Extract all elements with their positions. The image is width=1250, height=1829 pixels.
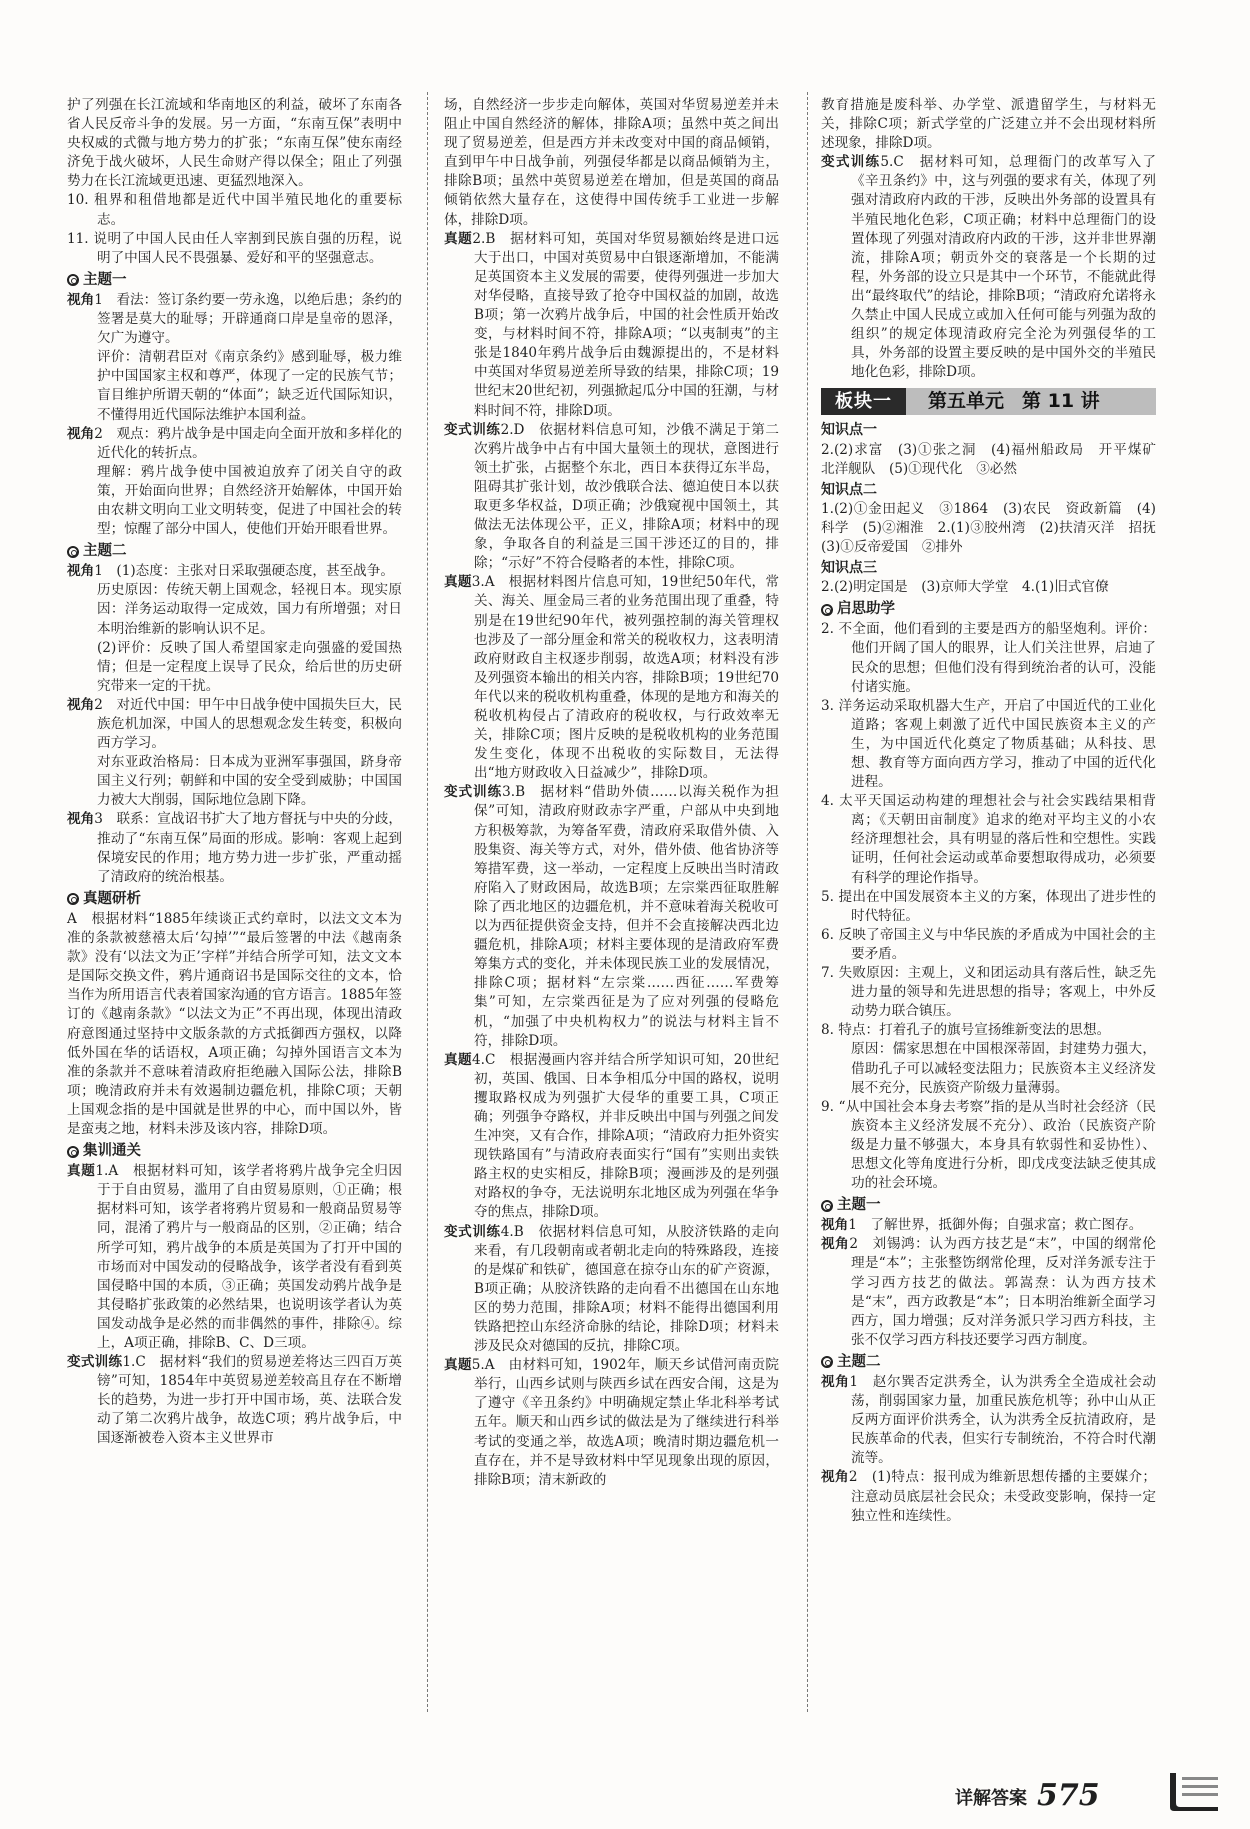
- section-heading-text: 真题研析: [83, 890, 141, 907]
- text-paragraph: 理解：鸦片战争使中国被迫放弃了闭关自守的政策，开始面向世界；自然经济开始解体，中国开始由农耕文明向工业文明转变，促进了中国社会的转型；惊醒了部分中国人，使他们开始开眼看世界。: [97, 463, 402, 538]
- text-paragraph: (2)评价：反映了国人希望国家走向强盛的爱国热情；但是一定程度上误导了民众，给后世的历史研究带来一定的干扰。: [97, 639, 402, 694]
- text-paragraph: 10. 租界和租借地都是近代中国半殖民地化的重要标志。: [67, 192, 402, 228]
- text-paragraph: A 根据材料“1885年续谈正式约章时，以法文文本为准的条款被慈禧太后‘勾掉’”“最后签署的中法《越南条款》没有‘以法文为正’字样”并结合所学可知，法文文本是国际交换文件，鸦片通商诏书是国际交往的文本，恰当作为所用语言代表着国家沟通的官方语言。1885年签订的《越南条款》“以法文为正”不再出现，体现出清政府意图通过坚持中文版条款的方式抵御西方强权，以降低外国在华的话语权，A项正确；勾掉外国语言文本为准的条款并不意味着清政府拒绝融入国际公法，排除B项；晚清政府并未有效遏制边疆危机，排除C项；天朝上国观念指的是中国就是世界的中心，而中国以外，皆是蛮夷之地，材料未涉及该内容，排除D项。: [67, 910, 402, 1137]
- answer-text: 1.C 据材料“我们的贸易逆差将达三四百万英镑”可知，1854年中英贸易逆差较高且存在不断增长的趋势，为进一步打开中国市场，英、法联合发动了第二次鸦片战争，故选C项；鸦片战争后，中国逐渐被卷入资本主义世界市: [97, 1354, 402, 1447]
- banner-lesson: 第 11 讲: [1022, 390, 1100, 413]
- page-number: 575: [1037, 1778, 1100, 1813]
- answer-label: 变式训练: [444, 421, 501, 438]
- text-paragraph: 历史原因：传统天朝上国观念，轻视日本。现实原因：洋务运动取得一定成效，国力有所增强；对日本明治维新的影响认识不足。: [97, 582, 402, 637]
- answer-text: 1 (1)态度：主张对日采取强硬态度，甚至战争。: [94, 563, 394, 580]
- answer-paragraph: [67, 1353, 402, 1448]
- answer-paragraph: [444, 573, 779, 783]
- answer-label: 变式训练: [821, 154, 881, 171]
- answer-text: 2 对近代中国：甲午中日战争使中国损失巨大，民族危机加深，中国人的思想观念发生转变，积极向西方学习。: [94, 696, 402, 752]
- answer-paragraph: [821, 153, 1156, 382]
- column-divider: [807, 92, 808, 1712]
- answer-label: 视角: [821, 1217, 849, 1234]
- answer-text: 2 刘锡鸿：认为西方技艺是“末”，中国的纲常伦理是“本”；主张整饬纲常伦理，反对洋务派专注于学习西方技艺的做法。郭嵩焘：认为西方技术是“末”，西方政教是“本”；日本明治维新全面学习西方，国力增强；反对洋务派只学习西方科技，主张不仅学习西方科技还要学习西方制度。: [849, 1236, 1157, 1348]
- answer-label: 真题: [444, 230, 473, 247]
- banner-section: 板块一: [821, 388, 906, 415]
- banner-title: [906, 388, 1156, 415]
- answer-text: 1.A 根据材料可知，该学者将鸦片战争完全归因于于自由贸易，滥用了自由贸易原则，①正确；根据材料可知，该学者将鸦片贸易和一般商品贸易等同，混淆了鸦片与一般商品的区别，②正确；结合所学可知，鸦片战争的本质是英国为了打开中国的市场而对中国发动的侵略战争，该学者没有看到英国侵略中国的本质，③正确；英国发动鸦片战争是其侵略扩张政策的必然结果，也说明该学者认为英国发动战争是必然的而非偶然的事件，排除④。综上，A项正确，排除B、C、D三项。: [95, 1163, 402, 1351]
- knowledge-point-heading: 知识点二: [821, 481, 877, 498]
- section-heading-text: 主题二: [837, 1353, 881, 1370]
- page-footer: [955, 1778, 1100, 1813]
- answer-text: 2.B 据材料可知，英国对华贸易额始终是进口远大于出口，中国对英贸易中白银逐渐增加，不能满足英国资本主义发展的需要，使得列强进一步加大对华侵略，直接导致了抢夺中国权益的加剧，故选B项；第一次鸦片战争后，中国的社会性质开始改变，与材料时间不符，排除A项；“以夷制夷”的主张是1840年鸦片战争后由魏源提出的，不是材料中英国对华贸易逆差所导致的结果，排除C项；19世纪末20世纪初，列强掀起瓜分中国的狂潮，与材料时间不符，排除D项。: [472, 230, 779, 419]
- section-heading-text: 启思助学: [837, 601, 895, 618]
- text-paragraph: 2. 不全面，他们看到的主要是西方的船坚炮利。评价：他们开阔了国人的眼界，让人们关注世界，启迪了民众的思想；但他们没有得到统治者的认可，没能付诸实施。: [821, 621, 1156, 695]
- answer-label: 视角: [821, 1236, 850, 1253]
- section-heading: [67, 1142, 402, 1161]
- text-paragraph: 评价：清朝君臣对《南京条约》感到耻辱，极力维护中国国家主权和尊严，体现了一定的民族气节；盲目维护所谓天朝的“体面”；缺乏近代国际知识，不懂得用近代国际法维护本国利益。: [97, 349, 402, 423]
- answer-label: 视角: [67, 696, 95, 713]
- answer-paragraph: [67, 425, 402, 463]
- answer-paragraph: [67, 291, 402, 348]
- section-heading: [821, 600, 1156, 619]
- answer-paragraph: [444, 1356, 779, 1490]
- answer-text: 2 观点：鸦片战争是中国走向全面开放和多样化的近代化的转折点。: [94, 425, 402, 461]
- text-paragraph: 5. 提出在中国发展资本主义的方案，体现出了进步性的时代特征。: [821, 888, 1156, 924]
- answer-paragraph: [444, 1223, 779, 1357]
- answer-paragraph: [821, 1216, 1156, 1235]
- section-heading-text: 集训通关: [83, 1143, 141, 1160]
- target-icon: [67, 274, 79, 286]
- text-paragraph: 6. 反映了帝国主义与中华民族的矛盾成为中国社会的主要矛盾。: [821, 926, 1156, 962]
- answer-paragraph: [444, 1051, 779, 1223]
- knowledge-point-heading: 知识点三: [821, 560, 877, 577]
- answer-text: 2 (1)特点：报刊成为维新思想传播的主要媒介；注意动员底层社会民众；未受政变影响，保持一定独立性和连续性。: [848, 1469, 1157, 1524]
- answer-paragraph: [67, 696, 402, 753]
- column-right-bottom: [821, 421, 1170, 1525]
- column-divider: [427, 92, 428, 1712]
- answer-text: 5.A 由材料可知，1902年，顺天乡试借河南贡院举行，山西乡试则与陕西乡试在西安合闱，这是为了遵守《辛丑条约》中明确规定禁止华北科举考试五年。顺天和山西乡试的做法是为了继续进行科举考试的变通之举，故选A项；晚清时期边疆危机一直存在，并不是导致材料中罕见现象出现的原因，排除B项；清末新政的: [471, 1357, 779, 1488]
- answer-label: 视角: [821, 1374, 850, 1390]
- answer-paragraph: [444, 783, 779, 1050]
- answer-label: 真题: [444, 1357, 472, 1374]
- section-heading: [67, 542, 402, 561]
- banner-unit: 第五单元: [928, 390, 1005, 413]
- column-middle: [444, 96, 779, 1716]
- knowledge-point-heading: 知识点一: [821, 422, 877, 439]
- answer-label: 变式训练: [444, 784, 503, 801]
- section-heading: [821, 1353, 1156, 1372]
- answer-text: 3 联系：宣战诏书扩大了地方督抚与中央的分歧，推动了“东南互保”局面的形成。影响：客观上起到保境安民的作用；地方势力进一步扩张，严重动摇了清政府的统治根基。: [94, 811, 402, 885]
- answer-paragraph: [444, 230, 779, 421]
- target-icon: [67, 1146, 79, 1158]
- answer-label: 视角: [67, 563, 95, 580]
- text-paragraph: 9. “从中国社会本身去考察”指的是从当时社会经济（民族资本主义经济发展不充分）、政治（民族资产阶级是力量不够强大，本身具有软弱性和妥协性）、思想文化等角度进行分析，即戊戌变法缺乏使其成功的社会环境。: [821, 1098, 1156, 1192]
- answer-paragraph: [821, 1235, 1156, 1350]
- target-icon: [821, 604, 833, 616]
- answer-text: 3.A 根据材料图片信息可知，19世纪50年代，常关、海关、厘金局三者的业务范围出现了重叠，特别是在19世纪90年代，被列强控制的海关管理权也涉及了一部分厘金和常关的税收权力，这表明清政府财政自主权逐步削弱，故选A项；材料没有涉及列强资本输出的相关内容，排除B项；19世纪70年代以来的税收机构重叠，体现的是地方和海关的税收机构侵占了清政府的税收权，与行政效率无关，排除C项；图片反映的是税收机构的业务范围发生变化，体现不出税收的实际数目，无法得出“地方财政收入日益减少”，排除D项。: [471, 574, 779, 782]
- section-heading: [67, 890, 402, 909]
- answer-text: 1 看法：签订条约要一劳永逸，以绝后患；条约的签署是莫大的耻辱；开辟通商口岸是皇帝的恩泽，欠广为遵守。: [94, 291, 402, 347]
- text-paragraph: 7. 失败原因：主观上，义和团运动具有落后性，缺乏先进力量的领导和先进思想的指导；客观上，中外反动势力联合镇压。: [821, 965, 1156, 1020]
- answer-paragraph: [67, 1162, 402, 1353]
- answer-label: 视角: [67, 811, 95, 828]
- answer-paragraph: [67, 562, 402, 581]
- footer-label: 详解答案: [955, 1788, 1027, 1809]
- answer-text: 4.B 依据材料信息可知，从胶济铁路的走向来看，有几段朝南或者朝北走向的特殊路段，连接的是煤矿和铁矿，德国意在掠夺山东的矿产资源，B项正确；从胶济铁路的走向看不出德国在山东地区的势力范围，排除A项；材料不能得出德国利用铁路把控山东经济命脉的结论，排除D项；材料未涉及民众对德国的反抗，排除C项。: [474, 1223, 779, 1355]
- section-heading-text: 主题一: [83, 271, 127, 288]
- target-icon: [67, 546, 79, 558]
- section-heading: [67, 271, 402, 290]
- footer-corner-decoration: [1170, 1773, 1218, 1811]
- text-paragraph: 4. 太平天国运动构建的理想社会与社会实践结果相背离；《天朝田亩制度》追求的绝对平均主义的小农经济理想社会，具有明显的落后性和空想性。实践证明，任何社会运动或革命要想取得成功，必须要有科学的理论作指导。: [821, 793, 1156, 886]
- column-right: [821, 96, 1170, 1661]
- text-paragraph: 3. 洋务运动采取机器大生产，开启了中国近代的工业化道路；客观上刺激了近代中国民族资本主义的产生，为中国近代化奠定了物质基础；从科技、思想、教育等方面向西方学习，推动了中国的近代化进程。: [821, 697, 1156, 791]
- answer-text: 2.D 依据材料信息可知，沙俄不满足于第二次鸦片战争中占有中国大量领土的现状，意图进行领土扩张，占据整个东北，西日本获得辽东半岛，阻碍其扩张计划，故沙俄联合法、德迫使日本以获取更多华权益，D项正确；沙俄窥视中国领土，其做法无法体现公平，正义，排除A项；材料中的现象，争取各自的利益是三国干涉还辽的目的，排除；“示好”不符合侵略者的本性，排除C项。: [474, 421, 780, 572]
- target-icon: [821, 1200, 833, 1212]
- text-paragraph: 场，自然经济一步步走向解体，英国对华贸易逆差并未阻止中国自然经济的解体，排除A项；虽然中英之间出现了贸易逆差，但是西方并未改变对中国的商品倾销，直到甲午中日战争前，列强侵华都是以商品倾销为主，排除B项；虽然中英贸易逆差在增加，但是英国的商品倾销依然大量存在，这使得中国传统手工业进一步解体，排除D项。: [444, 97, 779, 228]
- text-paragraph: 8. 特点：打着孔子的旗号宣扬维新变法的思想。: [821, 1022, 1111, 1039]
- target-icon: [821, 1356, 833, 1368]
- answer-text: 5.C 据材料可知，总理衙门的改革写入了《辛丑条约》中，这与列强的要求有关，体现了列强对清政府内政的干涉，反映出外务部的设置具有半殖民地化色彩，C项正确；材料中总理衙门的设置体现了列强对清政府内政的干涉，这并非世界潮流，排除A项；朝贡外交的衰落是一个长期的过程，外务部的设立只是其中一个环节，不能就此得出“最终取代”的结论，排除B项；“清政府允诺将永久禁止中国人民成立或加入任何可能与列强为敌的组织”的规定体现清政府完全沦为列强侵华的工具，外务部的设置主要反映的是中国外交的半殖民地化色彩，排除D项。: [851, 154, 1156, 381]
- text-paragraph: 2.(2)求富 (3)①张之洞 (4)福州船政局 开平煤矿 北洋舰队 (5)①现代化 ③必然: [821, 441, 1170, 477]
- column-left: [67, 96, 402, 1596]
- text-paragraph: 11. 说明了中国人民由任人宰割到民族自强的历程，说明了中国人民不畏强暴、爱好和平的坚强意志。: [67, 230, 402, 266]
- answer-label: 真题: [67, 1163, 96, 1180]
- answer-paragraph: [67, 810, 402, 886]
- text-paragraph: 护了列强在长江流域和华南地区的利益，破坏了东南各省人民反帝斗争的发展。另一方面，“东南互保”表明中央权威的式微与地方势力的扩张；“东南互保”使东南经济免于战火破坏，人民生命财产得以保全；阻止了列强势力在长江流域更迅速、更猛烈地深入。: [67, 97, 402, 190]
- answer-label: 真题: [444, 1051, 472, 1068]
- text-paragraph: 对东亚政治格局：日本成为亚洲军事强国，跻身帝国主义行列；朝鲜和中国的安全受到威胁；中国国力被大大削弱，国际地位急剧下降。: [97, 754, 402, 809]
- answer-label: 变式训练: [67, 1354, 123, 1371]
- answer-text: 1 赵尔巽否定洪秀全，认为洪秀全全造成社会动荡，削弱国家力量，加重民族危机等；孙中山从正反两方面评价洪秀全，认为洪秀全反抗清政府，是民族革命的代表，但实行专制统治，不符合时代潮流等。: [849, 1374, 1157, 1467]
- text-paragraph: 1.(2)①金田起义 ③1864 (3)农民 资政新篇 (4)科学 (5)②湘淮 2.(1)③胶州湾 (2)扶清灭洋 招抚 (3)①反帝爱国 ②排外: [821, 500, 1170, 555]
- answer-text: 4.C 根据漫画内容并结合所学知识可知，20世纪初，英国、俄国、日本争相瓜分中国的路权，说明攫取路权成为列强扩大侵华的重要工具，C项正确；列强争夺路权，并非反映出中国与列强之间发生冲突，又有合作，排除A项；“清政府力拒外资实现铁路国有”与清政府表面实行“国有”实则出卖铁路主权的史实相反，排除B项；漫画涉及的是列强对路权的争夺，无法说明东北地区成为列强在华争夺的焦点，排除D项。: [472, 1051, 780, 1221]
- answer-paragraph: [444, 421, 779, 574]
- text-paragraph: 教育措施是废科举、办学堂、派遣留学生，与材料无关，排除C项；新式学堂的广泛建立并不会出现材料所述现象，排除D项。: [821, 97, 1156, 152]
- section-heading: [821, 1196, 1156, 1215]
- text-paragraph: 原因：儒家思想在中国根深蒂固，封建势力强大，借助孔子可以减轻变法阻力；民族资本主义经济发展不充分，民族资产阶级力量薄弱。: [851, 1041, 1156, 1096]
- answer-label: 视角: [821, 1469, 849, 1486]
- answer-paragraph: [821, 1373, 1156, 1468]
- answer-label: 真题: [444, 574, 472, 591]
- answer-text: 3.B 据材料“借助外债……以海关税作为担保”可知，清政府财政赤字严重，户部从中央到地方积极筹款，为筹备军费，清政府采取借外债、入股集资、海关等方式，对外，借外债、他省协济等筹措军费，这一举动，一定程度上反映出当时清政府陷入了财政困局，故选B项；左宗棠西征取胜解除了西北地区的边疆危机，并不意味着海关税收可以为西征提供资金支持，但并不会直接解决西北边疆危机，排除A项；材料主要体现的是清政府军费筹集方式的变化，并未体现民族工业的发展情况，排除C项；据材料“左宗棠……西征……军费筹集”可知，左宗棠西征是为了应对列强的侵略危机，“加强了中央机构权力”的说法与材料主旨不符，排除D项。: [474, 784, 780, 1049]
- target-icon: [67, 893, 79, 905]
- answer-label: 变式训练: [444, 1223, 501, 1240]
- section-heading-text: 主题二: [83, 543, 127, 560]
- answer-label: 视角: [67, 291, 95, 308]
- text-paragraph: 2.(2)明定国是 (3)京师大学堂 4.(1)旧式官僚: [821, 579, 1109, 596]
- answer-text: 1 了解世界，抵御外侮；自强求富；救亡图存。: [848, 1217, 1143, 1234]
- column-right-top: [821, 96, 1156, 382]
- section-heading-text: 主题一: [837, 1197, 881, 1214]
- unit-banner: [821, 388, 1156, 415]
- answer-label: 视角: [67, 425, 95, 442]
- answer-paragraph: [821, 1468, 1156, 1525]
